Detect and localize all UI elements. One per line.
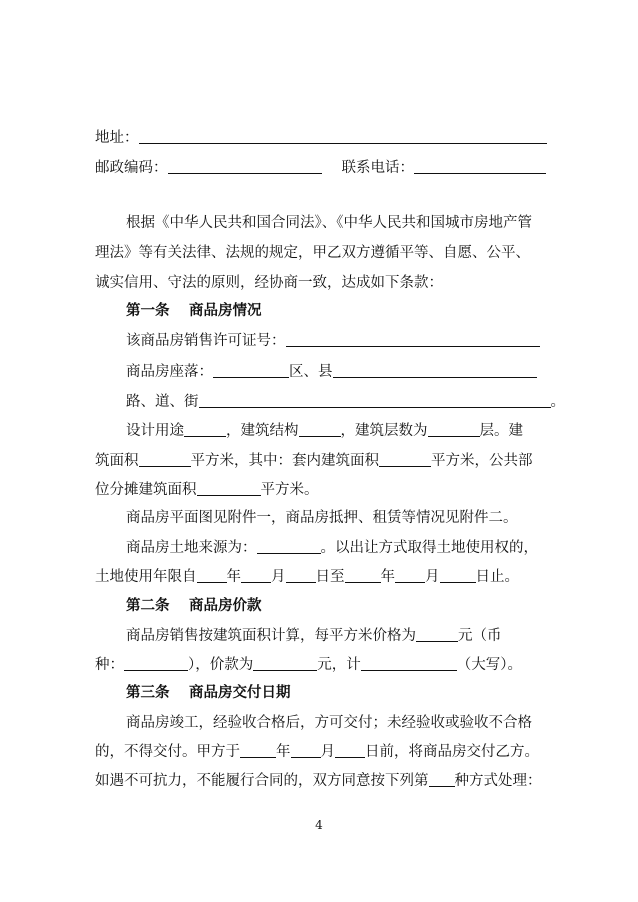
yuan-total: 元，计 xyxy=(317,657,361,673)
intro-line-2 xyxy=(95,243,547,263)
phone-blank[interactable] xyxy=(414,158,546,174)
land-line xyxy=(126,538,547,558)
total-price-blank[interactable] xyxy=(253,655,317,671)
postcode-phone-line xyxy=(95,158,547,178)
land-term-line xyxy=(95,567,547,587)
intro-text-3: 诚实信用、守法的原则，经协商一致，达成如下条款： xyxy=(95,275,443,291)
permit-label: 该商品房销售许可证号： xyxy=(126,333,286,349)
delivery-day-blank[interactable] xyxy=(335,742,365,758)
delivery-text-d: 种方式处理： xyxy=(454,773,542,789)
road-blank[interactable] xyxy=(199,392,551,408)
address-label: 地址： xyxy=(95,130,139,146)
permit-line xyxy=(126,331,547,351)
delivery-month-blank[interactable] xyxy=(291,742,321,758)
structure-label: ，建筑结构 xyxy=(226,423,299,439)
currency-blank[interactable] xyxy=(124,655,188,671)
area-blank[interactable] xyxy=(139,451,191,467)
location-line xyxy=(126,362,547,382)
currency-label: 种： xyxy=(95,657,124,673)
year-label: 年 xyxy=(380,569,395,585)
unit-price-blank[interactable] xyxy=(416,626,458,642)
shared-label: 位分摊建筑面积 xyxy=(95,482,197,498)
structure-blank[interactable] xyxy=(299,421,341,437)
shared-area-blank[interactable] xyxy=(197,480,261,496)
day-end-label: 日止。 xyxy=(475,569,519,585)
postcode-label: 邮政编码： xyxy=(95,160,168,176)
area-label: 筑面积 xyxy=(95,453,139,469)
permit-blank[interactable] xyxy=(286,331,540,347)
price-label: ），价款为 xyxy=(188,657,254,673)
road-line xyxy=(126,392,565,412)
price-line xyxy=(126,626,547,646)
phone-label: 联系电话： xyxy=(341,160,414,176)
usage-label: 设计用途 xyxy=(126,423,184,439)
floors-unit: 层。建 xyxy=(479,423,523,439)
term-start-year-blank[interactable] xyxy=(197,567,227,583)
term-start-day-blank[interactable] xyxy=(286,567,316,583)
month-label: 月 xyxy=(425,569,440,585)
term-end-month-blank[interactable] xyxy=(395,567,425,583)
intro-line-1 xyxy=(126,213,547,233)
location-blank[interactable] xyxy=(213,362,289,378)
article2-heading: 第二条 商品房价款 xyxy=(126,597,262,614)
option-number-blank[interactable] xyxy=(429,771,455,787)
intro-text-2: 理法》等有关法律、法规的规定，甲乙双方遵循平等、自愿、公平、 xyxy=(95,245,530,261)
price-text: 商品房销售按建筑面积计算，每平方米价格为 xyxy=(126,628,416,644)
delivery-line-3 xyxy=(95,771,547,791)
term-start-month-blank[interactable] xyxy=(241,567,271,583)
area-line xyxy=(95,451,547,471)
inner-unit: 平方米，公共部 xyxy=(431,453,533,469)
district-blank[interactable] xyxy=(333,362,537,378)
delivery-line-2 xyxy=(95,742,547,762)
plan-line: 商品房平面图见附件一，商品房抵押、租赁等情况见附件二。 xyxy=(126,510,518,526)
article1-heading: 第一条 商品房情况 xyxy=(126,302,262,319)
road-end: 。 xyxy=(550,394,565,410)
location-label: 商品房座落： xyxy=(126,364,213,380)
delivery-text-a: 的，不得交付。甲方于 xyxy=(95,744,240,760)
intro-text-1: 根据《中华人民共和国合同法》、《中华人民共和国城市房地产管 xyxy=(126,215,532,231)
inner-area-blank[interactable] xyxy=(379,451,431,467)
land-label: 商品房土地来源为： xyxy=(126,540,257,556)
area-unit: 平方米，其中：套内建筑面积 xyxy=(190,453,379,469)
yuan-paren: 元（币 xyxy=(458,628,502,644)
currency-line xyxy=(95,655,547,675)
floors-label: ，建筑层数为 xyxy=(340,423,428,439)
delivery-text-c: 如遇不可抗力，不能履行合同的，双方同意按下列第 xyxy=(95,773,429,789)
delivery-year-blank[interactable] xyxy=(240,742,276,758)
uppercase-amount-blank[interactable] xyxy=(361,655,457,671)
article3-heading: 第三条 商品房交付日期 xyxy=(126,684,291,701)
page-number: 4 xyxy=(315,818,323,832)
road-label: 路、道、街 xyxy=(126,394,199,410)
address-line xyxy=(95,128,547,148)
year-label: 年 xyxy=(226,569,241,585)
intro-line-3 xyxy=(95,273,547,293)
month-label: 月 xyxy=(271,569,286,585)
district-label: 区、县 xyxy=(289,364,333,380)
floors-blank[interactable] xyxy=(428,421,480,437)
usage-blank[interactable] xyxy=(184,421,226,437)
term-end-year-blank[interactable] xyxy=(345,567,381,583)
term-label: 土地使用年限自 xyxy=(95,569,197,585)
year-label: 年 xyxy=(276,744,291,760)
shared-unit: 平方米。 xyxy=(260,482,319,498)
month-label: 月 xyxy=(320,744,335,760)
uppercase-label: （大写）。 xyxy=(456,657,522,673)
postcode-blank[interactable] xyxy=(168,158,322,174)
land-text: 。以出让方式取得土地使用权的， xyxy=(320,540,538,556)
term-end-day-blank[interactable] xyxy=(440,567,476,583)
shared-area-line xyxy=(95,480,547,500)
usage-line xyxy=(126,421,547,441)
land-source-blank[interactable] xyxy=(257,538,321,554)
day-to-label: 日至 xyxy=(315,569,345,585)
address-blank[interactable] xyxy=(139,128,547,144)
delivery-line-1: 商品房竣工，经验收合格后，方可交付；未经验收或验收不合格 xyxy=(126,715,532,731)
delivery-text-b: 日前，将商品房交付乙方。 xyxy=(365,744,539,760)
